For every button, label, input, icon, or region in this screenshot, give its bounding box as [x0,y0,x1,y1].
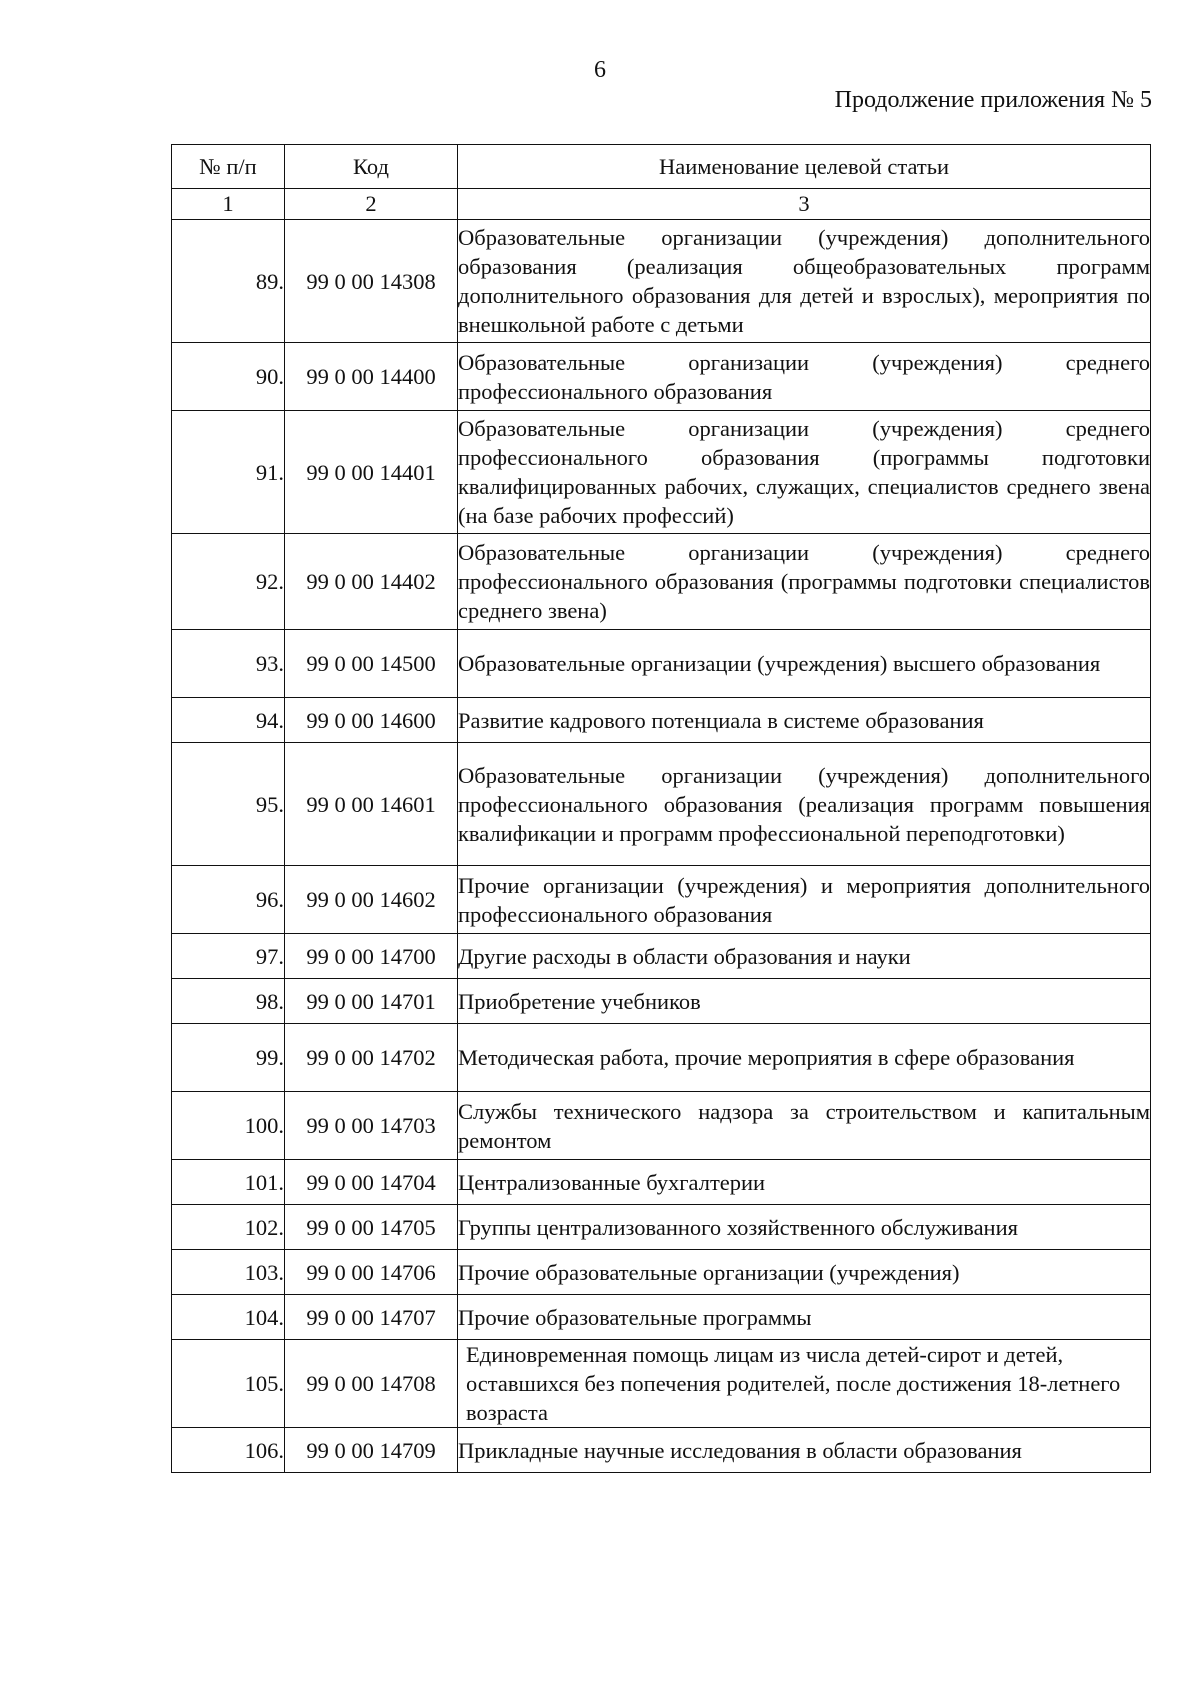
row-code: 99 0 00 14600 [285,698,458,743]
row-number: 102. [172,1205,285,1250]
row-number: 101. [172,1160,285,1205]
row-name: Прикладные научные исследования в области образования [458,1428,1151,1473]
row-name: Другие расходы в области образования и науки [458,934,1151,979]
row-number: 89. [172,220,285,343]
table-row [172,1428,1151,1473]
table-row [172,534,1151,630]
row-number: 100. [172,1092,285,1160]
row-code: 99 0 00 14703 [285,1092,458,1160]
row-name: Прочие образовательные программы [458,1295,1151,1340]
table-header-row [172,145,1151,189]
table-row [172,743,1151,866]
header-code: Код [285,145,458,189]
row-name: Приобретение учебников [458,979,1151,1024]
row-name: Единовременная помощь лицам из числа детей-сирот и детей, оставшихся без попечения родителей, после достижения 18-летнего возраста [458,1340,1151,1428]
row-name: Образовательные организации (учреждения) среднего профессионального образования (программы подготовки квалифицированных рабочих, служащих, специалистов среднего звена (на базе рабочих профессий) [458,411,1151,534]
table-row [172,934,1151,979]
row-code: 99 0 00 14708 [285,1340,458,1428]
row-code: 99 0 00 14601 [285,743,458,866]
row-code: 99 0 00 14400 [285,343,458,411]
table-row [172,630,1151,698]
row-number: 96. [172,866,285,934]
row-number: 106. [172,1428,285,1473]
table-row [172,343,1151,411]
row-code: 99 0 00 14705 [285,1205,458,1250]
column-index-3: 3 [458,189,1151,220]
row-name: Образовательные организации (учреждения) среднего профессионального образования [458,343,1151,411]
row-number: 95. [172,743,285,866]
row-number: 103. [172,1250,285,1295]
row-number: 93. [172,630,285,698]
row-name: Образовательные организации (учреждения) среднего профессионального образования (программы подготовки специалистов среднего звена) [458,534,1151,630]
row-name: Образовательные организации (учреждения) дополнительного профессионального образования (реализация программ повышения квалификации и программ профессиональной переподготовки) [458,743,1151,866]
table-row [172,1250,1151,1295]
row-code: 99 0 00 14602 [285,866,458,934]
header-num: № п/п [172,145,285,189]
column-index-row [172,189,1151,220]
row-code: 99 0 00 14700 [285,934,458,979]
row-code: 99 0 00 14308 [285,220,458,343]
row-name: Прочие организации (учреждения) и мероприятия дополнительного профессионального образования [458,866,1151,934]
table-row [172,979,1151,1024]
column-index-1: 1 [172,189,285,220]
row-code: 99 0 00 14707 [285,1295,458,1340]
row-number: 94. [172,698,285,743]
row-name: Прочие образовательные организации (учреждения) [458,1250,1151,1295]
page-number: 6 [594,57,606,83]
target-articles-table [171,144,1151,1473]
row-code: 99 0 00 14500 [285,630,458,698]
table-row [172,1092,1151,1160]
table-row [172,220,1151,343]
row-name: Образовательные организации (учреждения) дополнительного образования (реализация общеобразовательных программ дополнительного образования для детей и взрослых), мероприятия по внешкольной работе с детьми [458,220,1151,343]
appendix-caption: Продолжение приложения № 5 [834,87,1152,113]
row-name: Методическая работа, прочие мероприятия в сфере образования [458,1024,1151,1092]
header-name: Наименование целевой статьи [458,145,1151,189]
table-row [172,698,1151,743]
row-name: Службы технического надзора за строительством и капитальным ремонтом [458,1092,1151,1160]
row-number: 90. [172,343,285,411]
table-row [172,1024,1151,1092]
row-number: 91. [172,411,285,534]
row-name: Развитие кадрового потенциала в системе образования [458,698,1151,743]
row-code: 99 0 00 14401 [285,411,458,534]
table-row [172,866,1151,934]
row-code: 99 0 00 14701 [285,979,458,1024]
table-row [172,411,1151,534]
table-row [172,1160,1151,1205]
table-row [172,1205,1151,1250]
row-number: 92. [172,534,285,630]
row-code: 99 0 00 14706 [285,1250,458,1295]
row-number: 104. [172,1295,285,1340]
row-name: Централизованные бухгалтерии [458,1160,1151,1205]
row-code: 99 0 00 14709 [285,1428,458,1473]
row-code: 99 0 00 14402 [285,534,458,630]
row-number: 105. [172,1340,285,1428]
row-code: 99 0 00 14704 [285,1160,458,1205]
row-number: 99. [172,1024,285,1092]
row-number: 98. [172,979,285,1024]
row-number: 97. [172,934,285,979]
table-row [172,1340,1151,1428]
row-name: Образовательные организации (учреждения) высшего образования [458,630,1151,698]
column-index-2: 2 [285,189,458,220]
table-row [172,1295,1151,1340]
row-name: Группы централизованного хозяйственного обслуживания [458,1205,1151,1250]
row-code: 99 0 00 14702 [285,1024,458,1092]
